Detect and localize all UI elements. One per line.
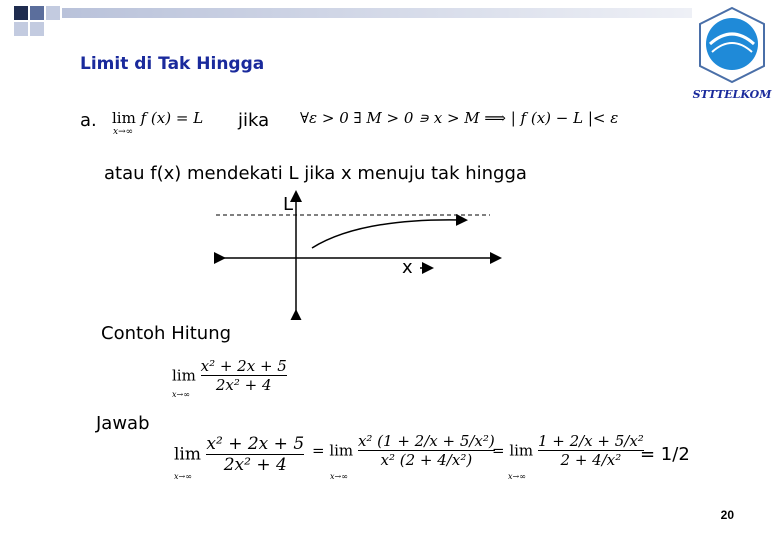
answer-step1 xyxy=(174,434,304,475)
example-denominator: 2x² + 4 xyxy=(201,375,287,394)
step3-denominator: 2 + 4/x² xyxy=(538,450,644,469)
graph-label-x: x xyxy=(402,257,413,278)
answer-result: = 1/2 xyxy=(640,444,690,465)
answer-step3 xyxy=(492,432,644,469)
step2-fraction xyxy=(358,432,495,469)
slide-title: Limit di Tak Hingga xyxy=(80,54,265,74)
example-limit xyxy=(172,357,287,394)
lim-subscript: x→∞ xyxy=(172,390,190,399)
page-number: 20 xyxy=(720,508,734,522)
step2-denominator: x² (2 + 4/x²) xyxy=(358,450,495,469)
item-label: a. xyxy=(80,110,97,131)
lim-subscript: x→∞ xyxy=(330,472,348,481)
answer-heading: Jawab xyxy=(96,413,150,434)
answer-step2 xyxy=(312,432,495,469)
example-fraction xyxy=(201,357,287,394)
lim-text: lim xyxy=(172,366,196,385)
jika-label: jika xyxy=(238,110,270,131)
example-numerator: x² + 2x + 5 xyxy=(200,357,287,375)
lim-subscript: x→∞ xyxy=(508,472,526,481)
graph-label-L: L xyxy=(283,194,294,215)
definition-expr: f (x) = L xyxy=(140,109,204,127)
step1-fraction xyxy=(206,434,304,475)
stttelkom-logo xyxy=(690,4,774,104)
step3-numerator: 1 + 2/x + 5/x² xyxy=(537,432,644,450)
lim-text: lim xyxy=(112,109,136,127)
logo-text: STTTELKOM xyxy=(692,88,772,101)
example-heading: Contoh Hitung xyxy=(101,323,232,344)
step3-fraction xyxy=(538,432,644,469)
lim-text: lim xyxy=(174,444,201,465)
lim-subscript: x→∞ xyxy=(174,472,192,481)
definition-condition: ∀ε > 0 ∃ M > 0 ∍ x > M ⟹ | f (x) − L |< ε xyxy=(300,109,619,127)
step2-prefix: = lim xyxy=(312,441,354,460)
step1-numerator: x² + 2x + 5 xyxy=(206,434,305,454)
step2-numerator: x² (1 + 2/x + 5/x²) xyxy=(357,432,495,450)
explanation-text: atau f(x) mendekati L jika x menuju tak hingga xyxy=(104,163,527,184)
step3-prefix: = lim xyxy=(492,441,534,460)
lim-subscript: x→∞ xyxy=(113,127,134,137)
function-curve xyxy=(312,220,462,248)
definition-limit xyxy=(112,109,203,127)
step1-denominator: 2x² + 4 xyxy=(206,454,304,475)
limit-graph xyxy=(210,190,510,320)
